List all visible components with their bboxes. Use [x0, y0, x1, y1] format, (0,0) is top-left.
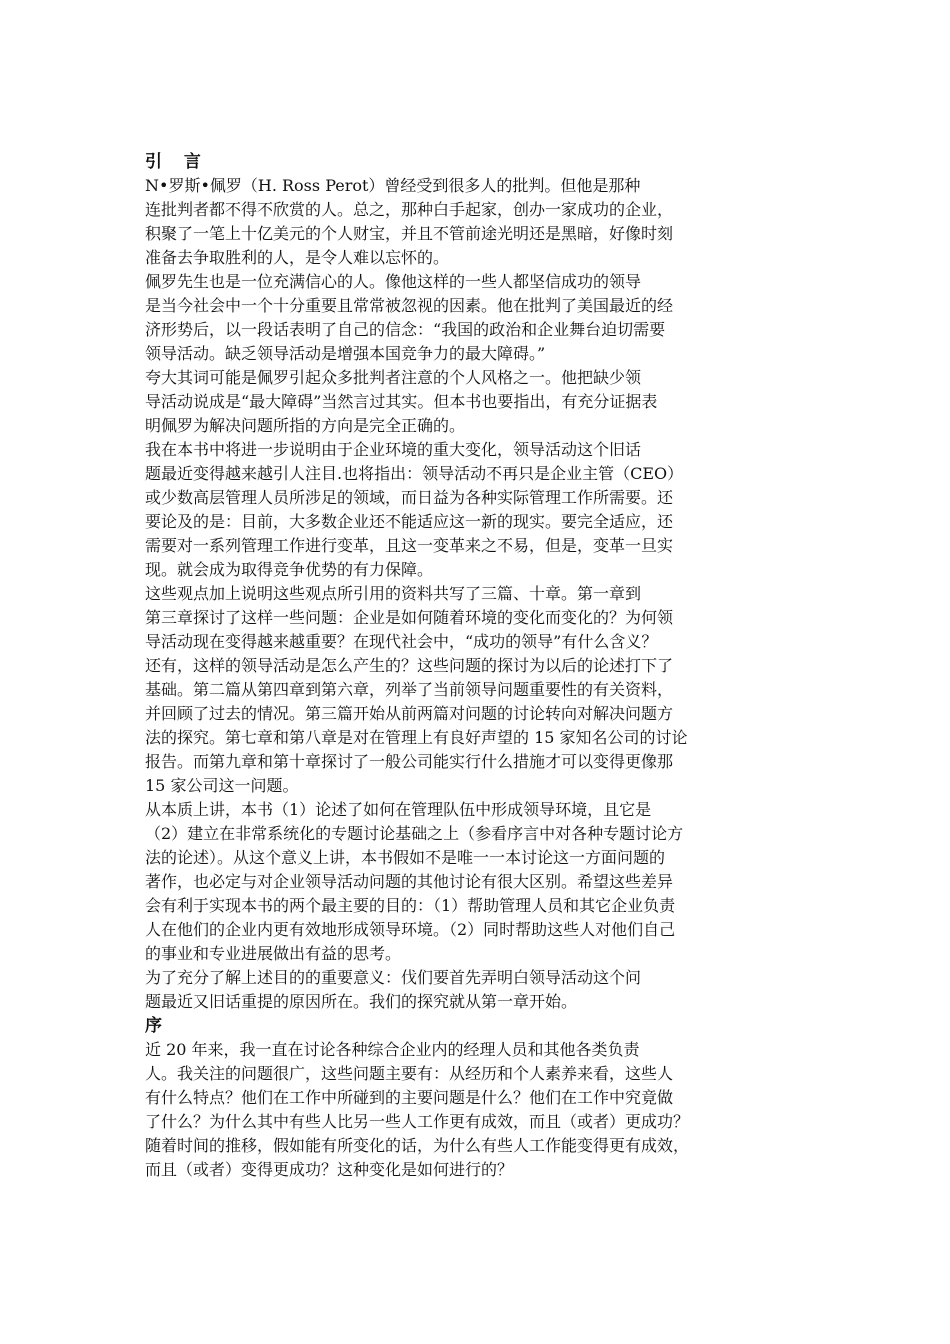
intro-paragraph-4: [145, 438, 790, 582]
intro-paragraph-7: [145, 966, 790, 1014]
text-line: 积聚了一笔上十亿美元的个人财宝，并且不管前途光明还是黑暗，好像时刻: [145, 224, 674, 243]
text-line: 济形势后，以一段话表明了自己的信念：“我国的政治和企业舞台迫切需要: [145, 320, 666, 339]
text-line: 从本质上讲，本书（1）论述了如何在管理队伍中形成领导环境，且它是: [145, 800, 652, 819]
text-line: 而且（或者）变得更成功？这种变化是如何进行的？: [145, 1160, 514, 1179]
text-line: 的事业和专业进展做出有益的思考。: [145, 944, 402, 963]
preface-body: [145, 1038, 790, 1182]
preface-heading: 序: [145, 1016, 163, 1036]
intro-paragraph-6: [145, 798, 790, 966]
text-line: 题最近变得越来越引人注目.也将指出：领导活动不再只是企业主管（CEO）: [145, 464, 684, 483]
text-line: 为了充分了解上述目的的重要意义：伐们要首先弄明白领导活动这个问: [145, 968, 642, 987]
text-line: 题最近又旧话重提的原因所在。我们的探究就从第一章开始。: [145, 992, 578, 1011]
text-line: 连批判者都不得不欣赏的人。总之，那种白手起家，创办一家成功的企业，: [145, 200, 674, 219]
intro-paragraph-3: [145, 366, 790, 438]
text-line: 随着时间的推移，假如能有所变化的话，为什么有些人工作能变得更有成效，: [145, 1136, 690, 1155]
text-line: 导活动说成是“最大障碍”当然言过其实。但本书也要指出，有充分证据表: [145, 392, 658, 411]
intro-paragraph-5: [145, 582, 790, 798]
text-line: 近 20 年来，我一直在讨论各种综合企业内的经理人员和其他各类负责: [145, 1040, 640, 1059]
text-line: 会有利于实现本书的两个最主要的目的：（1）帮助管理人员和其它企业负责: [145, 896, 676, 915]
text-line: 需要对一系列管理工作进行变革，且这一变革来之不易，但是，变革一旦实: [145, 536, 674, 555]
text-line: 导活动现在变得越来越重要？在现代社会中，“成功的领导”有什么含义？: [145, 632, 658, 651]
text-line: 这些观点加上说明这些观点所引用的资料共写了三篇、十章。第一章到: [145, 584, 642, 603]
text-line: 第三章探讨了这样一些问题：企业是如何随着环境的变化而变化的？为何领: [145, 608, 674, 627]
text-line: 准备去争取胜利的人，是令人难以忘怀的。: [145, 248, 450, 267]
document-page: [145, 150, 790, 1182]
text-line: 佩罗先生也是一位充满信心的人。像他这样的一些人都坚信成功的领导: [145, 272, 642, 291]
text-line: 或少数高层管理人员所涉足的领域，而日益为各种实际管理工作所需要。还: [145, 488, 674, 507]
preface-paragraph-1: [145, 1038, 790, 1182]
text-line: 并回顾了过去的情况。第三篇开始从前两篇对问题的讨论转向对解决问题方: [145, 704, 674, 723]
intro-heading: 引 言: [145, 152, 209, 172]
text-line: 法的探究。第七章和第八章是对在管理上有良好声望的 15 家知名公司的讨论: [145, 728, 688, 747]
text-line: N•罗斯•佩罗（H. Ross Perot）曾经受到很多人的批判。但他是那种: [145, 176, 641, 195]
intro-paragraph-2: [145, 270, 790, 366]
intro-body: [145, 174, 790, 1014]
text-line: 著作，也必定与对企业领导活动问题的其他讨论有很大区别。希望这些差异: [145, 872, 674, 891]
text-line: 还有，这样的领导活动是怎么产生的？这些问题的探讨为以后的论述打下了: [145, 656, 674, 675]
text-line: 我在本书中将进一步说明由于企业环境的重大变化，领导活动这个旧话: [145, 440, 642, 459]
text-line: （2）建立在非常系统化的专题讨论基础之上（参看序言中对各种专题讨论方: [145, 824, 684, 843]
text-line: 报告。而第九章和第十章探讨了一般公司能实行什么措施才可以变得更像那: [145, 752, 674, 771]
text-line: 现。就会成为取得竞争优势的有力保障。: [145, 560, 434, 579]
text-line: 人在他们的企业内更有效地形成领导环境。（2）同时帮助这些人对他们自己: [145, 920, 676, 939]
text-line: 是当今社会中一个十分重要且常常被忽视的因素。他在批判了美国最近的经: [145, 296, 674, 315]
intro-paragraph-1: [145, 174, 790, 270]
text-line: 领导活动。缺乏领导活动是增强本国竞争力的最大障碍。”: [145, 344, 546, 363]
text-line: 明佩罗为解决问题所指的方向是完全正确的。: [145, 416, 466, 435]
text-line: 基础。第二篇从第四章到第六章，列举了当前领导问题重要性的有关资料，: [145, 680, 674, 699]
text-line: 了什么？为什么其中有些人比另一些人工作更有成效，而且（或者）更成功？: [145, 1112, 690, 1131]
text-line: 有什么特点？他们在工作中所碰到的主要问题是什么？他们在工作中究竟做: [145, 1088, 674, 1107]
text-line: 人。我关注的问题很广，这些问题主要有：从经历和个人素养来看，这些人: [145, 1064, 674, 1083]
text-line: 要论及的是：目前，大多数企业还不能适应这一新的现实。要完全适应，还: [145, 512, 674, 531]
text-line: 夸大其词可能是佩罗引起众多批判者注意的个人风格之一。他把缺少领: [145, 368, 642, 387]
text-line: 法的论述）。从这个意义上讲，本书假如不是唯一一本讨论这一方面问题的: [145, 848, 666, 867]
text-line: 15 家公司这一问题。: [145, 776, 299, 795]
